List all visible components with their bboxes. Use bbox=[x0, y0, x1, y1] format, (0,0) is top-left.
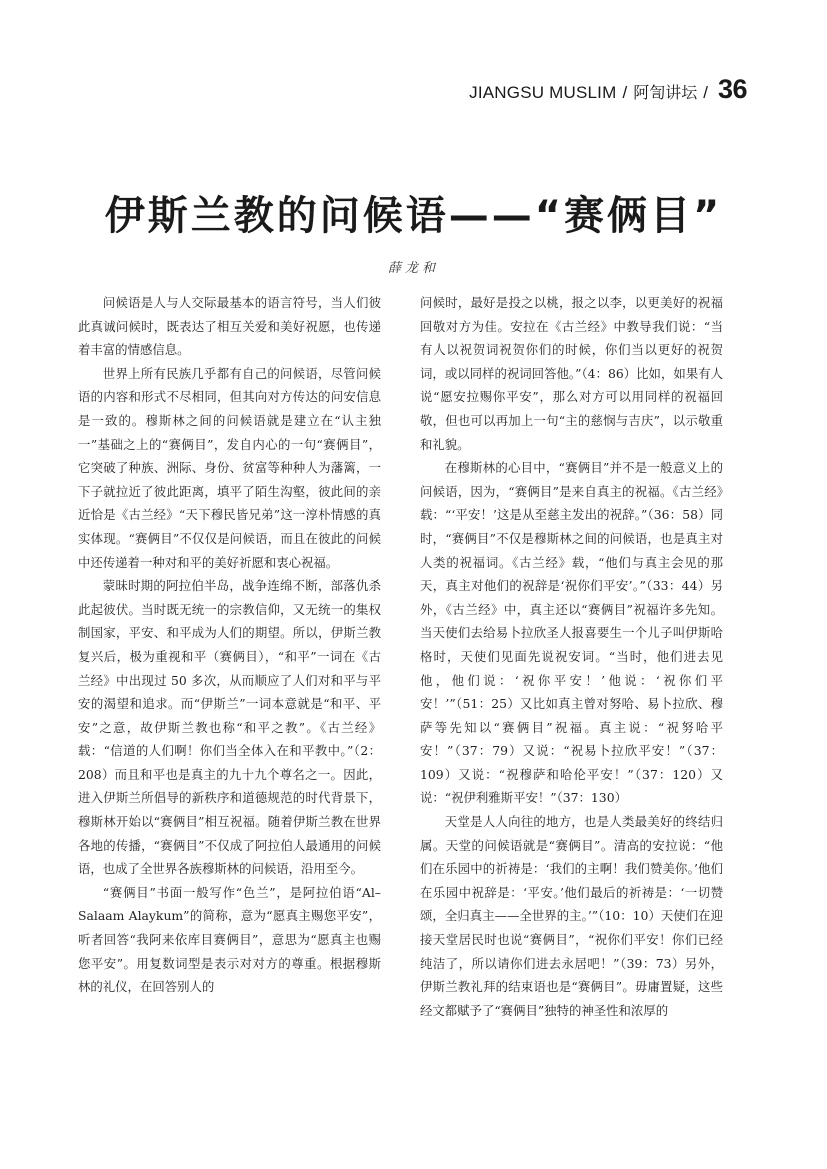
paragraph: 天堂是人人向往的地方，也是人类最美好的终结归属。天堂的问候语就是“赛俩目”。清高的安拉说：“他们在乐园中的祈祷是：‘我们的主啊！我们赞美你。’他们在乐园中祝辞是：‘平安。’他们最后的祈祷是：‘一切赞颂，全归真主——全世界的主。’”（10：10）天使们在迎接天堂居民时也说“赛俩目”，“祝你们平安！你们已经纯洁了，所以请你们进去永居吧！”（39：73）另外，伊斯兰教礼拜的结束语也是“赛俩目”。毋庸置疑，这些经文都赋予了“赛俩目”独特的神圣性和浓厚的 bbox=[420, 814, 723, 1018]
right-column bbox=[420, 291, 723, 1022]
article-title: 伊斯兰教的问候语——“赛俩目” bbox=[104, 193, 723, 239]
paragraph: 在穆斯林的心目中，“赛俩目”并不是一般意义上的问候语，因为，“赛俩目”是来自真主的祝福。《古兰经》载：“‘平安！’这是从至慈主发出的祝辞。”（36：58）同时，“赛俩目”不仅是穆斯林之间的问候语，也是真主对人类的祝福词。《古兰经》载，“他们与真主会见的那天，真主对他们的祝辞是‘祝你们平安’。”（33：44）另外，《古兰经》中，真主还以“赛俩目”祝福许多先知。当天使们去给易卜拉欣圣人报喜要生一个儿子叫伊斯哈格时，天使们见面先说祝安词。“当时，他们进去见他，他们说：‘祝你平安！’他说：‘祝你们平安！’”（51：25）又比如真主曾对努哈、易卜拉欣、穆萨等先知以“赛俩目”祝福。真主说：“祝努哈平安！”（37：79）又说：“祝易卜拉欣平安！”（37：109）又说：“祝穆萨和哈伦平安！”（37：120）又说：“祝伊利雅斯平安！”（37：130） bbox=[420, 460, 723, 806]
paragraph: “赛俩目”书面一般写作“色兰”，是阿拉伯语“Al–Salaam Alaykum”的简称，意为“愿真主赐您平安”，听者回答“我阿来依库目赛俩目”，意思为“愿真主也赐您平安”。用复数词型是表示对对方的尊重。根据穆斯林的礼仪，在回答别人的 bbox=[78, 884, 381, 995]
paragraph: 问候语是人与人交际最基本的语言符号，当人们彼此真诚问候时，既表达了相互关爱和美好祝愿，也传递着丰富的情感信息。 bbox=[78, 295, 381, 358]
left-column bbox=[78, 291, 381, 999]
journal-name: JIANGSU MUSLIM bbox=[469, 83, 617, 102]
header-separator: / bbox=[703, 83, 708, 102]
paragraph: 蒙昧时期的阿拉伯半岛，战争连绵不断，部落仇杀此起彼伏。当时既无统一的宗教信仰，又无统一的集权制国家，平安、和平成为人们的期望。所以，伊斯兰教复兴后，极为重视和平（赛俩目），“和平”一词在《古兰经》中出现过 50 多次，从而顺应了人们对和平与平安的渴望和追求。而“伊斯兰”一词本意就是“和平、平安”之意，故伊斯兰教也称“和平之教”。《古兰经》载：“信道的人们啊！你们当全体入在和平教中。”（2：208）而且和平也是真主的九十九个尊名之一。因此，进入伊斯兰所倡导的新秩序和道德规范的时代背景下，穆斯林开始以“赛俩目”相互祝福。随着伊斯兰教在世界各地的传播，“赛俩目”不仅成了阿拉伯人最通用的问候语，也成了全世界各族穆斯林的问候语，沿用至今。 bbox=[78, 578, 381, 877]
running-header bbox=[469, 74, 747, 108]
paragraph: 世界上所有民族几乎都有自己的问候语，尽管问候语的内容和形式不尽相同，但其向对方传达的问安信息是一致的。穆斯林之间的问候语就是建立在“认主独一”基础之上的“赛俩目”，发自内心的一句“赛俩目”，它突破了种族、洲际、身份、贫富等种种人为藩篱，一下子就拉近了彼此距离，填平了陌生沟壑，彼此间的亲近恰是《古兰经》“天下穆民皆兄弟”这一淳朴情感的真实体现。“赛俩目”不仅仅是问候语，而且在彼此的问候中还传递着一种对和平的美好祈愿和衷心祝福。 bbox=[78, 365, 381, 570]
author-name: 薛龙和 bbox=[387, 261, 439, 276]
header-separator: / bbox=[622, 83, 628, 102]
column-name: 阿訇讲坛 bbox=[633, 85, 698, 102]
page-number: 36 bbox=[717, 74, 747, 104]
paragraph-continued: 问候时，最好是投之以桃，报之以李，以更美好的祝福回敬对方为佳。安拉在《古兰经》中教导我们说：“当有人以祝贺词祝贺你们的时候，你们当以更好的祝贺词，或以同样的祝词回答他。”（4：86）比如，如果有人说“愿安拉赐你平安”，那么对方可以用同样的祝福回敬，但也可以再加上一句“主的慈悯与吉庆”，以示敬重和礼貌。 bbox=[420, 295, 723, 452]
